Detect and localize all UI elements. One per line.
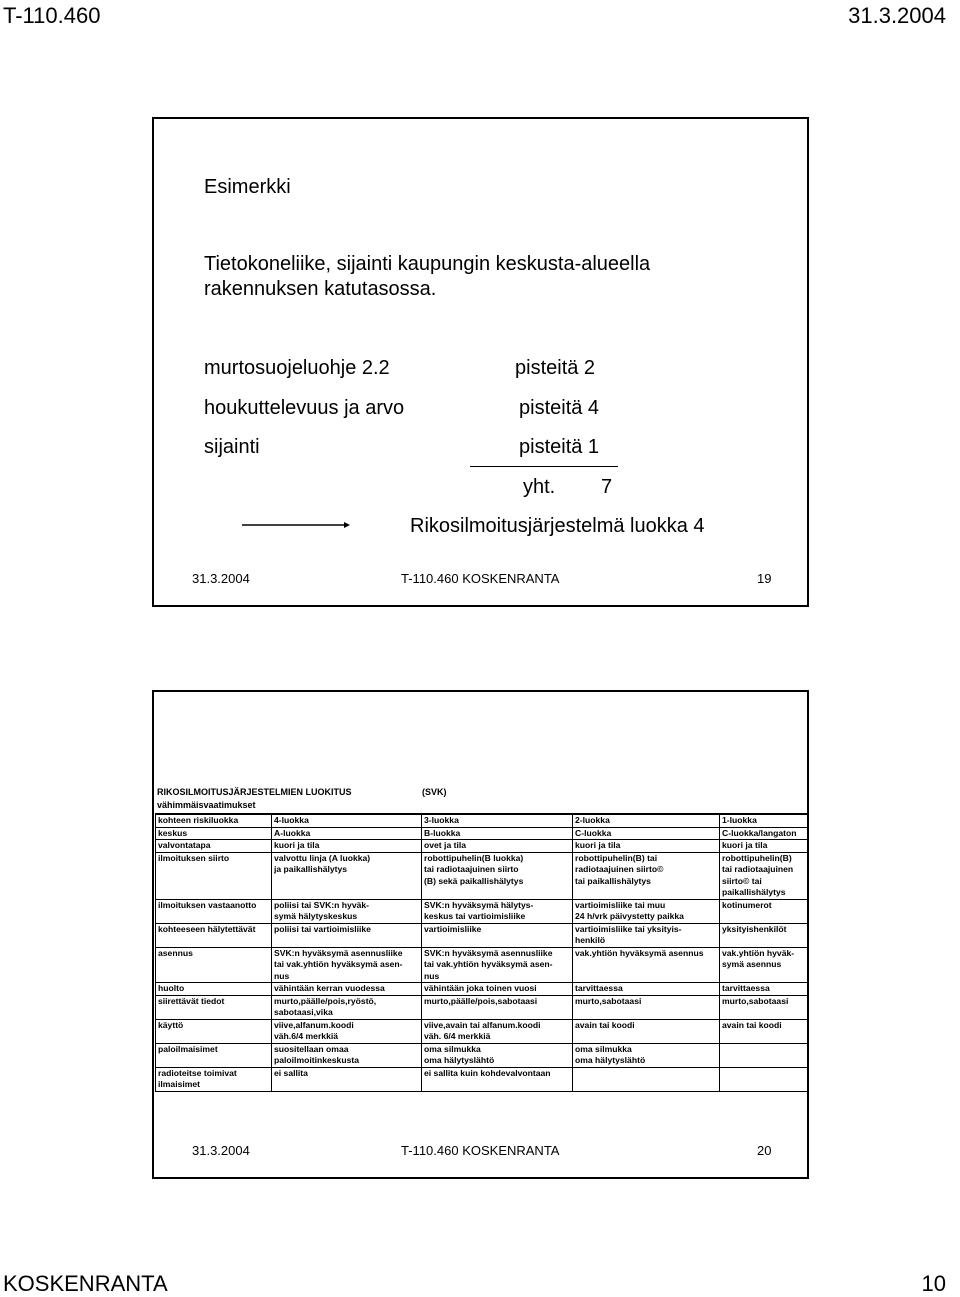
table-cell: viive,avain tai alfanum.koodi väh. 6/4 merkkiä bbox=[422, 1019, 573, 1043]
slide-title: Esimerkki bbox=[204, 176, 291, 198]
table-cell: ei sallita kuin kohdevalvontaan bbox=[422, 1067, 573, 1091]
table-cell: SVK:n hyväksymä asennusliike tai vak.yhtiön hyväksymä asen- nus bbox=[272, 947, 422, 983]
table-cell: tarvittaessa bbox=[720, 983, 808, 996]
table-row bbox=[156, 947, 808, 983]
table-row bbox=[156, 923, 808, 947]
table-cell: 3-luokka bbox=[422, 814, 573, 827]
table-row bbox=[156, 983, 808, 996]
table-row bbox=[156, 814, 808, 827]
table-cell: suositellaan omaa paloilmoitinkeskusta bbox=[272, 1043, 422, 1067]
table-row bbox=[156, 1019, 808, 1043]
slide-footer-course: T-110.460 KOSKENRANTA bbox=[401, 1143, 560, 1158]
table-cell: avain tai koodi bbox=[573, 1019, 720, 1043]
total-value: 7 bbox=[601, 476, 613, 498]
page-header-course: T-110.460 bbox=[3, 3, 101, 28]
row-header-cell: kohteen riskiluokka bbox=[156, 814, 272, 827]
table-abbreviation: (SVK) bbox=[422, 787, 447, 797]
table-row bbox=[156, 1043, 808, 1067]
slide-footer-page: 20 bbox=[757, 1143, 772, 1158]
table-cell: yksityishenkilöt bbox=[720, 923, 808, 947]
table-cell: kuori ja tila bbox=[573, 840, 720, 853]
table-cell: murto,sabotaasi bbox=[720, 995, 808, 1019]
table-cell: robottipuhelin(B luokka) tai radiotaajuinen siirto (B) sekä paikallishälytys bbox=[422, 852, 573, 899]
requirements-label: vähimmäisvaatimukset bbox=[157, 800, 256, 810]
table-cell: 2-luokka bbox=[573, 814, 720, 827]
arrow-right-icon bbox=[242, 519, 352, 531]
table-cell: oma silmukka oma hälytyslähtö bbox=[422, 1043, 573, 1067]
table-cell: vak.yhtiön hyväksymä asennus bbox=[573, 947, 720, 983]
table-cell: murto,päälle/pois,sabotaasi bbox=[422, 995, 573, 1019]
score-label: sijainti bbox=[204, 436, 260, 458]
sum-divider bbox=[470, 466, 618, 467]
table-cell: vartioimisliike tai muu 24 h/vrk päivystetty paikka bbox=[573, 899, 720, 923]
row-header-cell: ilmoituksen vastaanotto bbox=[156, 899, 272, 923]
table-cell: tarvittaessa bbox=[573, 983, 720, 996]
row-header-cell: huolto bbox=[156, 983, 272, 996]
row-header-cell: valvontatapa bbox=[156, 840, 272, 853]
row-header-cell: siirettävät tiedot bbox=[156, 995, 272, 1019]
table-cell: poliisi tai SVK:n hyväk- symä hälytyskeskus bbox=[272, 899, 422, 923]
table-cell: robottipuhelin(B) tai radiotaajuinen siirto© tai paikallishälytys bbox=[573, 852, 720, 899]
score-label: murtosuojeluohje 2.2 bbox=[204, 357, 390, 379]
table-cell: kuori ja tila bbox=[272, 840, 422, 853]
row-header-cell: ilmoituksen siirto bbox=[156, 852, 272, 899]
table-cell: A-luokka bbox=[272, 827, 422, 840]
row-header-cell: käyttö bbox=[156, 1019, 272, 1043]
table-cell: viive,alfanum.koodi väh.6/4 merkkiä bbox=[272, 1019, 422, 1043]
table-cell: kuori ja tila bbox=[720, 840, 808, 853]
row-header-cell: kohteeseen hälytettävät bbox=[156, 923, 272, 947]
table-row bbox=[156, 852, 808, 899]
table-cell: 1-luokka bbox=[720, 814, 808, 827]
slide-footer-course: T-110.460 KOSKENRANTA bbox=[401, 571, 560, 586]
table-cell: 4-luokka bbox=[272, 814, 422, 827]
table-cell: vähintään joka toinen vuosi bbox=[422, 983, 573, 996]
table-cell: C-luokka bbox=[573, 827, 720, 840]
row-header-cell: asennus bbox=[156, 947, 272, 983]
table-row bbox=[156, 840, 808, 853]
description-line-2: rakennuksen katutasossa. bbox=[204, 278, 437, 300]
score-points: pisteitä 2 bbox=[515, 357, 596, 379]
table-cell: SVK:n hyväksymä asennusliike tai vak.yhtiön hyväksymä asen- nus bbox=[422, 947, 573, 983]
table-cell: robottipuhelin(B) tai radiotaajuinen siirto© tai paikallishälytys bbox=[720, 852, 808, 899]
page-number: 10 bbox=[921, 1271, 946, 1296]
table-cell bbox=[720, 1067, 808, 1091]
slide-20 bbox=[152, 690, 809, 1179]
table-cell: vak.yhtiön hyväk- symä asennus bbox=[720, 947, 808, 983]
total-label: yht. bbox=[523, 476, 556, 498]
table-cell: murto,sabotaasi bbox=[573, 995, 720, 1019]
result-class: Rikosilmoitusjärjestelmä luokka 4 bbox=[410, 515, 705, 537]
row-header-cell: paloilmaisimet bbox=[156, 1043, 272, 1067]
table-cell: C-luokka/langaton bbox=[720, 827, 808, 840]
table-cell bbox=[573, 1067, 720, 1091]
description-line-1: Tietokoneliike, sijainti kaupungin keskusta-alueella bbox=[204, 253, 651, 275]
table-cell: poliisi tai vartioimisliike bbox=[272, 923, 422, 947]
table-cell: vartioimisliike bbox=[422, 923, 573, 947]
table-cell: ovet ja tila bbox=[422, 840, 573, 853]
slide-footer-date: 31.3.2004 bbox=[192, 571, 250, 586]
slide-19 bbox=[152, 117, 809, 607]
row-header-cell: keskus bbox=[156, 827, 272, 840]
table-cell: B-luokka bbox=[422, 827, 573, 840]
table-cell: oma silmukka oma hälytyslähtö bbox=[573, 1043, 720, 1067]
table-title: RIKOSILMOITUSJÄRJESTELMIEN LUOKITUS bbox=[157, 787, 352, 797]
page-footer-author: KOSKENRANTA bbox=[3, 1271, 168, 1296]
table-cell: vartioimisliike tai yksityis- henkilö bbox=[573, 923, 720, 947]
table-cell: ei sallita bbox=[272, 1067, 422, 1091]
table-cell: SVK:n hyväksymä hälytys- keskus tai vartioimisliike bbox=[422, 899, 573, 923]
table-cell bbox=[720, 1043, 808, 1067]
score-points: pisteitä 1 bbox=[519, 436, 600, 458]
table-cell: avain tai koodi bbox=[720, 1019, 808, 1043]
table-row bbox=[156, 995, 808, 1019]
slide-footer-date: 31.3.2004 bbox=[192, 1143, 250, 1158]
table-row bbox=[156, 827, 808, 840]
table-cell: valvottu linja (A luokka) ja paikallishälytys bbox=[272, 852, 422, 899]
table-cell: murto,päälle/pois,ryöstö, sabotaasi,vika bbox=[272, 995, 422, 1019]
table-cell: kotinumerot bbox=[720, 899, 808, 923]
score-label: houkuttelevuus ja arvo bbox=[204, 397, 405, 419]
score-points: pisteitä 4 bbox=[519, 397, 600, 419]
table-cell: vähintään kerran vuodessa bbox=[272, 983, 422, 996]
table-row bbox=[156, 1067, 808, 1091]
page-header-date: 31.3.2004 bbox=[848, 3, 946, 28]
table-row bbox=[156, 899, 808, 923]
row-header-cell: radioteitse toimivat ilmaisimet bbox=[156, 1067, 272, 1091]
classification-table bbox=[155, 813, 808, 1092]
slide-footer-page: 19 bbox=[757, 571, 772, 586]
